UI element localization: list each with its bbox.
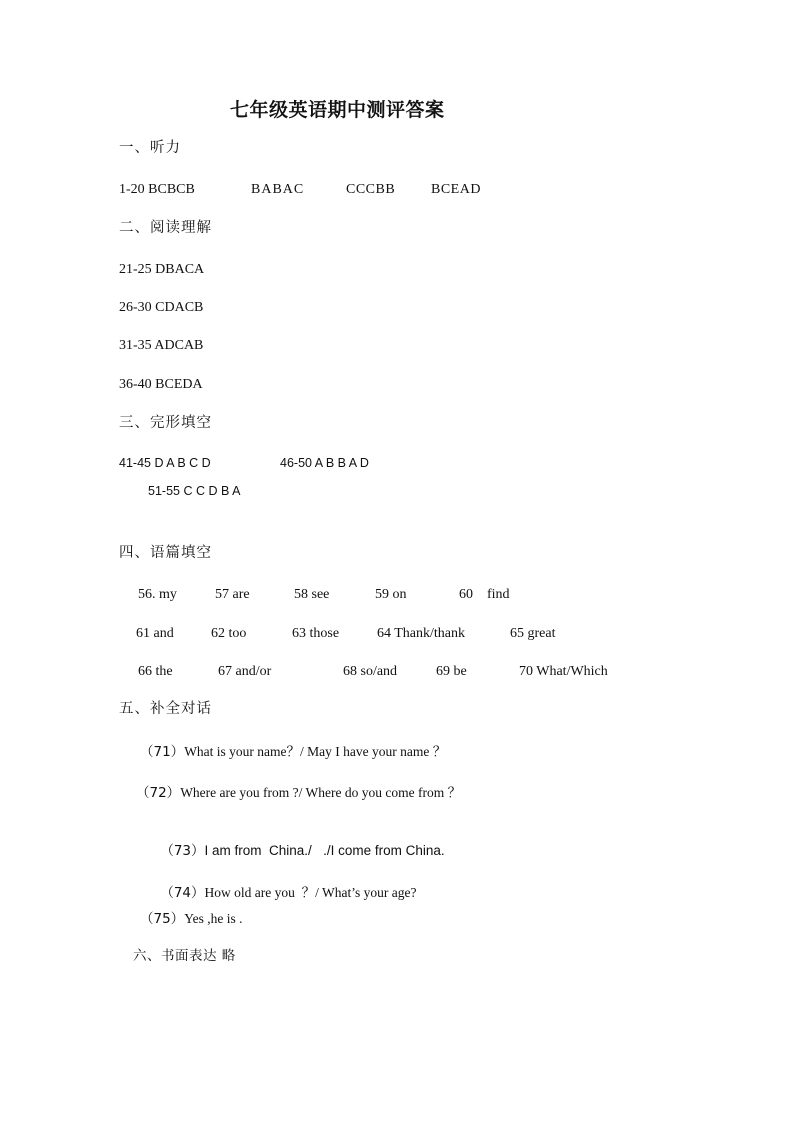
- dialogue-answer: Where are you from ?/ Where do you come from ？: [180, 785, 462, 800]
- cloze-answers-46-50: 46-50 A B B A D: [280, 456, 369, 470]
- fill-answer-59: 59 on: [375, 587, 407, 602]
- dialogue-number: （75）: [140, 911, 185, 927]
- cloze-answers-51-55: 51-55 C C D B A: [148, 484, 241, 498]
- fill-answer-70: 70 What/Which: [519, 664, 608, 679]
- fill-answer-68: 68 so/and: [343, 664, 398, 679]
- dialogue-item-75: [140, 910, 242, 927]
- reading-answers-31-35: 31-35 ADCAB: [119, 338, 204, 353]
- page-title: 七年级英语期中测评答案: [230, 99, 445, 121]
- fill-answer-64: 64 Thank/thank: [377, 626, 466, 641]
- fill-answer-63: 63 those: [292, 626, 340, 641]
- section-heading-dialogue: 五、补全对话: [119, 701, 212, 717]
- section-heading-writing: 六、书面表达 略: [133, 948, 236, 964]
- section-heading-listening: 一、听力: [119, 140, 181, 156]
- section-heading-cloze: 三、完形填空: [119, 415, 212, 431]
- reading-answers-26-30: 26-30 CDACB: [119, 300, 204, 315]
- fill-answer-56: 56. my: [138, 587, 177, 602]
- section-heading-passage-fill: 四、语篇填空: [119, 545, 212, 561]
- fill-answer-57: 57 are: [215, 587, 250, 602]
- dialogue-number: （73）: [160, 843, 205, 859]
- dialogue-answer: What is your name？/ May I have your name ？: [184, 744, 447, 759]
- reading-answers-21-25: 21-25 DBACA: [119, 262, 205, 277]
- fill-answer-66: 66 the: [138, 664, 173, 679]
- dialogue-answer: How old are you ？/ What’s your age?: [204, 885, 417, 900]
- fill-answer-62: 62 too: [211, 626, 247, 641]
- listening-answers-6-10: BABAC: [251, 182, 305, 197]
- cloze-answers-41-45: 41-45 D A B C D: [119, 456, 211, 470]
- fill-answer-65: 65 great: [510, 626, 556, 641]
- fill-answer-61: 61 and: [136, 626, 174, 641]
- dialogue-number: （71）: [140, 744, 185, 760]
- dialogue-item-71: [140, 743, 446, 760]
- dialogue-answer: Yes ,he is .: [184, 911, 243, 926]
- listening-answers-16-20: BCEAD: [431, 182, 481, 197]
- section-heading-reading: 二、阅读理解: [119, 220, 212, 236]
- dialogue-number: （72）: [136, 785, 181, 801]
- listening-answers-1-5: 1-20 BCBCB: [119, 182, 195, 197]
- dialogue-answer: I am from China./ ./I come from China.: [204, 843, 445, 858]
- dialogue-item-72: [136, 784, 461, 801]
- fill-answer-67: 67 and/or: [218, 664, 272, 679]
- fill-answer-69: 69 be: [436, 664, 467, 679]
- dialogue-number: （74）: [160, 885, 205, 901]
- reading-answers-36-40: 36-40 BCEDA: [119, 377, 203, 392]
- listening-answers-11-15: CCCBB: [346, 182, 396, 197]
- fill-answer-60: 60 find: [459, 587, 510, 602]
- fill-answer-58: 58 see: [294, 587, 330, 602]
